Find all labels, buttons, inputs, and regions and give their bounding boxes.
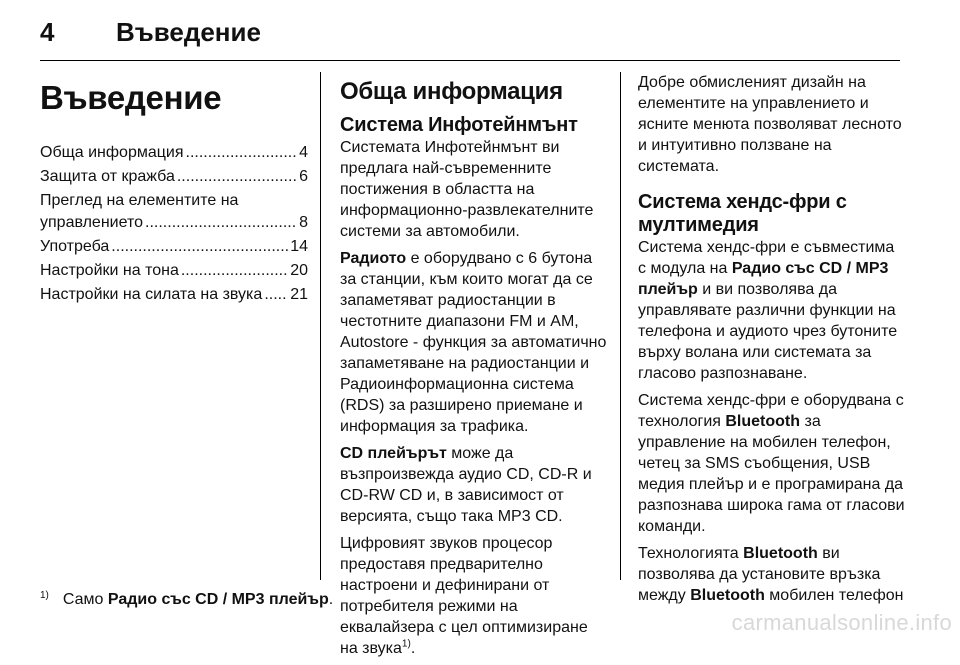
paragraph-text: ви позволява да установите връзка между xyxy=(638,545,881,604)
footnote-mark: 1) xyxy=(40,589,49,601)
toc-leader xyxy=(111,236,288,258)
toc-label: управлението xyxy=(40,214,144,231)
bold-term: Bluetooth xyxy=(725,413,801,430)
column-1 xyxy=(40,72,308,308)
paragraph xyxy=(638,237,906,384)
page-header xyxy=(40,14,900,58)
toc-entry[interactable] xyxy=(40,284,308,306)
running-title: Въведение xyxy=(116,17,261,47)
paragraph: Системата Инфотейнмънт ви предлага най-съвременните постижения в областта на информационно-развлекателните системи за автомобили. xyxy=(340,139,594,240)
section-heading: Обща информация xyxy=(340,78,563,105)
toc-entry[interactable] xyxy=(40,166,308,188)
toc-entry[interactable] xyxy=(40,142,308,164)
footnote-ref[interactable]: 1) xyxy=(401,638,411,650)
column-divider-1 xyxy=(320,72,321,580)
paragraph xyxy=(340,443,608,527)
page-number: 4 xyxy=(40,17,55,47)
toc-entry[interactable] xyxy=(40,260,308,282)
toc-label: Обща информация xyxy=(40,144,184,161)
subsection-heading: Система хендс-фри с мултимедия xyxy=(638,191,847,236)
paragraph-text: Система хендс-фри е съвместима с модула на xyxy=(638,239,895,277)
bold-term: CD плейърът xyxy=(340,445,447,462)
paragraph-text: . xyxy=(410,640,416,657)
toc-label: Защита от кражба xyxy=(40,168,175,185)
column-2 xyxy=(340,72,608,665)
bold-term: Радио със CD / MP3 плейър xyxy=(107,591,329,608)
bold-term: Bluetooth xyxy=(690,587,765,604)
toc-page: 21 xyxy=(290,286,308,303)
toc-page: 14 xyxy=(290,238,308,255)
paragraph xyxy=(340,533,608,659)
toc-label-line1: Преглед на елементите на xyxy=(40,192,239,209)
footnote-text: Само xyxy=(62,591,108,608)
paragraph-text: и ви позволява да управлявате различни функции на телефона и аудиото чрез бутоните върху волана или системата за гласово разпознаване. xyxy=(638,281,898,382)
paragraph xyxy=(638,390,906,537)
subsection-heading: Система Инфотейнмънт xyxy=(340,114,578,136)
toc-entry[interactable] xyxy=(40,190,308,234)
bold-term: Радио със CD / MP3 плейър xyxy=(638,260,889,298)
chapter-heading: Въведение xyxy=(40,79,222,116)
toc-label: Настройки на тона xyxy=(40,262,179,279)
bold-term: Радиото xyxy=(340,250,407,267)
toc-page: 4 xyxy=(299,144,308,161)
toc-entry[interactable] xyxy=(40,236,308,258)
paragraph xyxy=(340,248,608,437)
footnote xyxy=(40,590,333,610)
paragraph-text: Система хендс-фри е оборудвана с технология xyxy=(638,392,904,430)
paragraph-text: Цифровият звуков процесор предоставя предварително настроени и дефинирани от потребителя режими на еквалайзера с цел оптимизиране на звука xyxy=(340,535,588,657)
toc-leader xyxy=(145,212,297,234)
toc-leader xyxy=(186,142,298,164)
paragraph-text: мобилен телефон xyxy=(764,587,904,604)
column-3 xyxy=(638,72,906,612)
watermark: carmanualsonline.info xyxy=(731,610,952,635)
toc-page: 8 xyxy=(299,214,308,231)
toc-leader xyxy=(264,284,288,306)
footnote-text: . xyxy=(328,591,334,608)
paragraph-text: за управление на мобилен телефон, четец за SMS съобщения, USB медия плейър и е програмирана да разпознава широка гама от гласови команди. xyxy=(638,413,905,535)
toc-page: 20 xyxy=(290,262,308,279)
toc-leader xyxy=(181,260,288,282)
paragraph-text: е оборудвано с 6 бутона за станции, към които могат да се запаметяват радиостанции в честотните диапазони FM и AM, Autostore - функция за автоматично запаметяване на радиостанции и Радиоинформационна система (RDS) за разширено приемане и информация за трафика. xyxy=(340,250,607,435)
toc-label: Употреба xyxy=(40,238,110,255)
header-rule xyxy=(40,60,900,61)
toc-page: 6 xyxy=(299,168,308,185)
paragraph xyxy=(638,543,906,606)
paragraph-text: може да възпроизвежда аудио CD, CD-R и CD-RW CD и, в зависимост от версията, също така MP3 CD. xyxy=(340,445,592,525)
bold-term: Bluetooth xyxy=(743,545,818,562)
toc-leader xyxy=(177,166,297,188)
paragraph-text: Технологията xyxy=(638,545,744,562)
column-divider-2 xyxy=(620,72,621,580)
toc-label: Настройки на силата на звука xyxy=(40,286,263,303)
paragraph: Добре обмисленият дизайн на елементите на управлението и ясните менюта позволяват лесното и интуитивно ползване на системата. xyxy=(638,74,902,175)
